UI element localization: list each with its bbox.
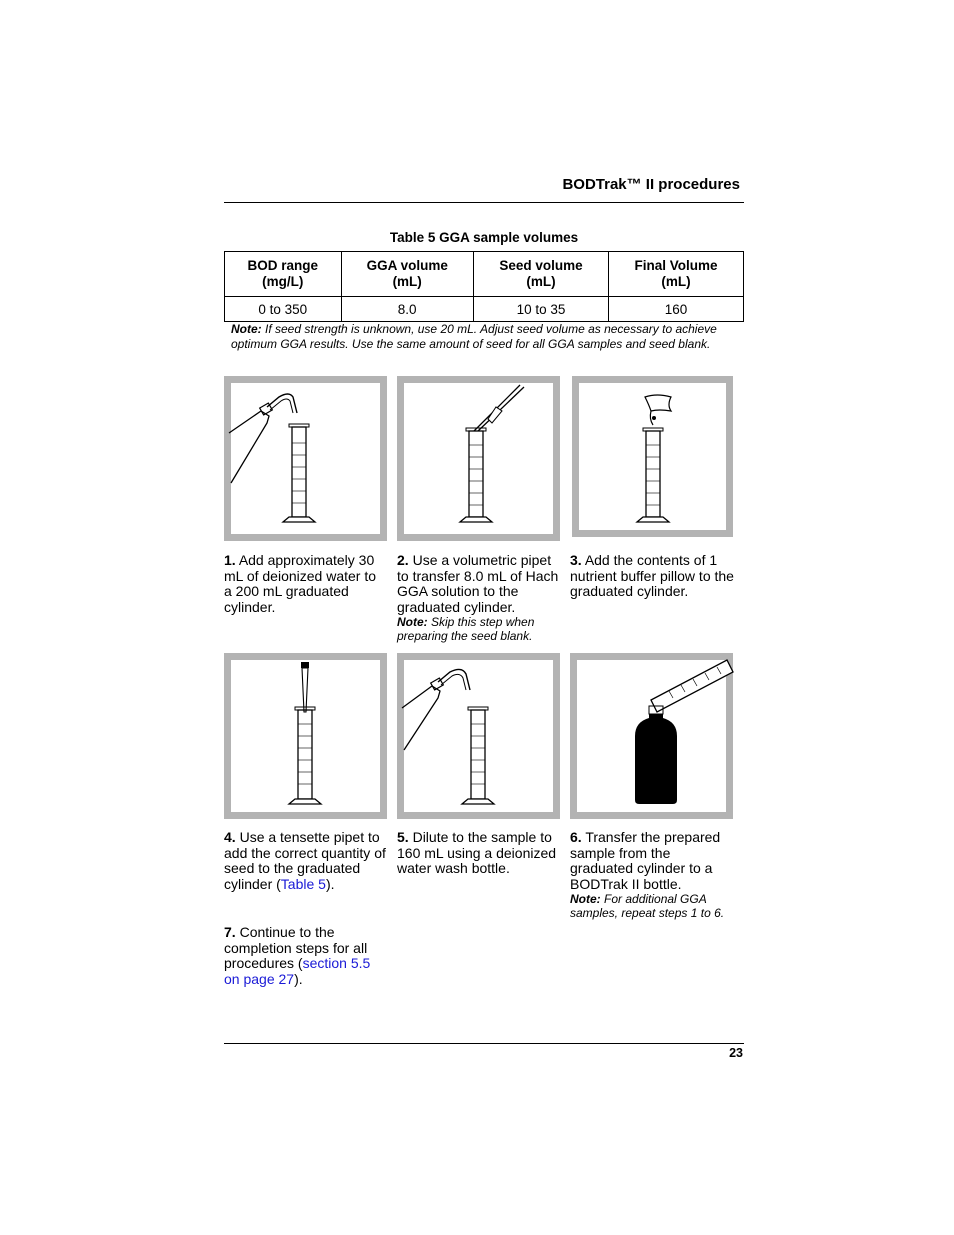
step-4: 4. Use a tensette pipet to add the correct quantity of seed to the graduated cylinder (Table 5). xyxy=(224,829,386,892)
cell-bod-range: 0 to 350 xyxy=(225,297,342,322)
figure-buffer-pillow xyxy=(572,376,733,537)
step-number: 6. xyxy=(570,829,582,845)
figure-transfer-to-bottle xyxy=(570,653,733,819)
table-note: Note: If seed strength is unknown, use 20 mL. Adjust seed volume as necessary to achieve optimum GGA results. Use the same amount of seed for all GGA samples and seed blank. xyxy=(231,322,717,351)
figure-volumetric-pipet xyxy=(397,376,560,541)
step-3 xyxy=(570,553,736,600)
step-text: Use a volumetric pipet to transfer 8.0 mL of Hach GGA solution to the graduated cylinder. xyxy=(397,552,559,615)
step-6 xyxy=(570,830,734,920)
step-number: 2. xyxy=(397,552,409,568)
buffer-pillow-illustration xyxy=(579,383,726,530)
step-note: Note: For additional GGA samples, repeat steps 1 to 6. xyxy=(570,892,725,920)
section-title: BODTrak™ II procedures xyxy=(562,176,740,193)
volumetric-pipet-illustration xyxy=(404,383,553,534)
wash-bottle-cylinder-illustration xyxy=(231,383,380,534)
cell-final-volume: 160 xyxy=(609,297,744,322)
header-final-volume: Final Volume (mL) xyxy=(609,252,744,297)
header-bod-range: BOD range (mg/L) xyxy=(225,252,342,297)
step-note: Note: Skip this step when preparing the seed blank. xyxy=(397,615,535,643)
step-text: Add approximately 30 mL of deionized water to a 200 mL graduated cylinder. xyxy=(224,552,377,615)
cell-seed-volume: 10 to 35 xyxy=(473,297,608,322)
cell-gga-volume: 8.0 xyxy=(341,297,473,322)
transfer-bottle-illustration xyxy=(577,660,726,812)
step-1 xyxy=(224,553,386,615)
table-5-link[interactable]: Table 5 xyxy=(280,875,326,892)
step-text: Continue to the completion steps for all procedures ( xyxy=(224,924,368,971)
step-text: Transfer the prepared sample from the graduated cylinder to a BODTrak II bottle. xyxy=(570,829,721,892)
step-text: Add the contents of 1 nutrient buffer pillow to the graduated cylinder. xyxy=(570,552,734,599)
figure-wash-bottle-dilute xyxy=(397,653,560,819)
table-row xyxy=(225,297,744,322)
step-text: Use a tensette pipet to add the correct quantity of seed to the graduated cylinder ( xyxy=(224,829,386,892)
tensette-pipet-illustration xyxy=(231,660,380,812)
footer-rule xyxy=(224,1043,744,1044)
page-number: 23 xyxy=(729,1046,743,1060)
step-number: 1. xyxy=(224,552,236,568)
header-seed-volume: Seed volume (mL) xyxy=(473,252,608,297)
figure-wash-bottle-to-cylinder xyxy=(224,376,387,541)
step-7: 7. Continue to the completion steps for all procedures (section 5.5 on page 27). xyxy=(224,924,371,987)
step-2 xyxy=(397,553,561,643)
wash-bottle-dilute-illustration xyxy=(404,660,553,812)
step-5 xyxy=(397,830,561,877)
header-rule xyxy=(224,202,744,203)
gga-sample-volumes-table xyxy=(224,251,744,322)
figure-tensette-pipet xyxy=(224,653,387,819)
step-text: Dilute to the sample to 160 mL using a deionized water wash bottle. xyxy=(397,829,557,876)
table-caption: Table 5 GGA sample volumes xyxy=(389,230,579,245)
step-number: 4. xyxy=(224,829,236,845)
header-gga-volume: GGA volume (mL) xyxy=(341,252,473,297)
step-number: 3. xyxy=(570,552,582,568)
table-header-row xyxy=(225,252,744,297)
section-5-5-link[interactable]: section 5.5 on page 27 xyxy=(224,955,371,987)
step-number: 5. xyxy=(397,829,409,845)
step-number: 7. xyxy=(224,924,236,940)
